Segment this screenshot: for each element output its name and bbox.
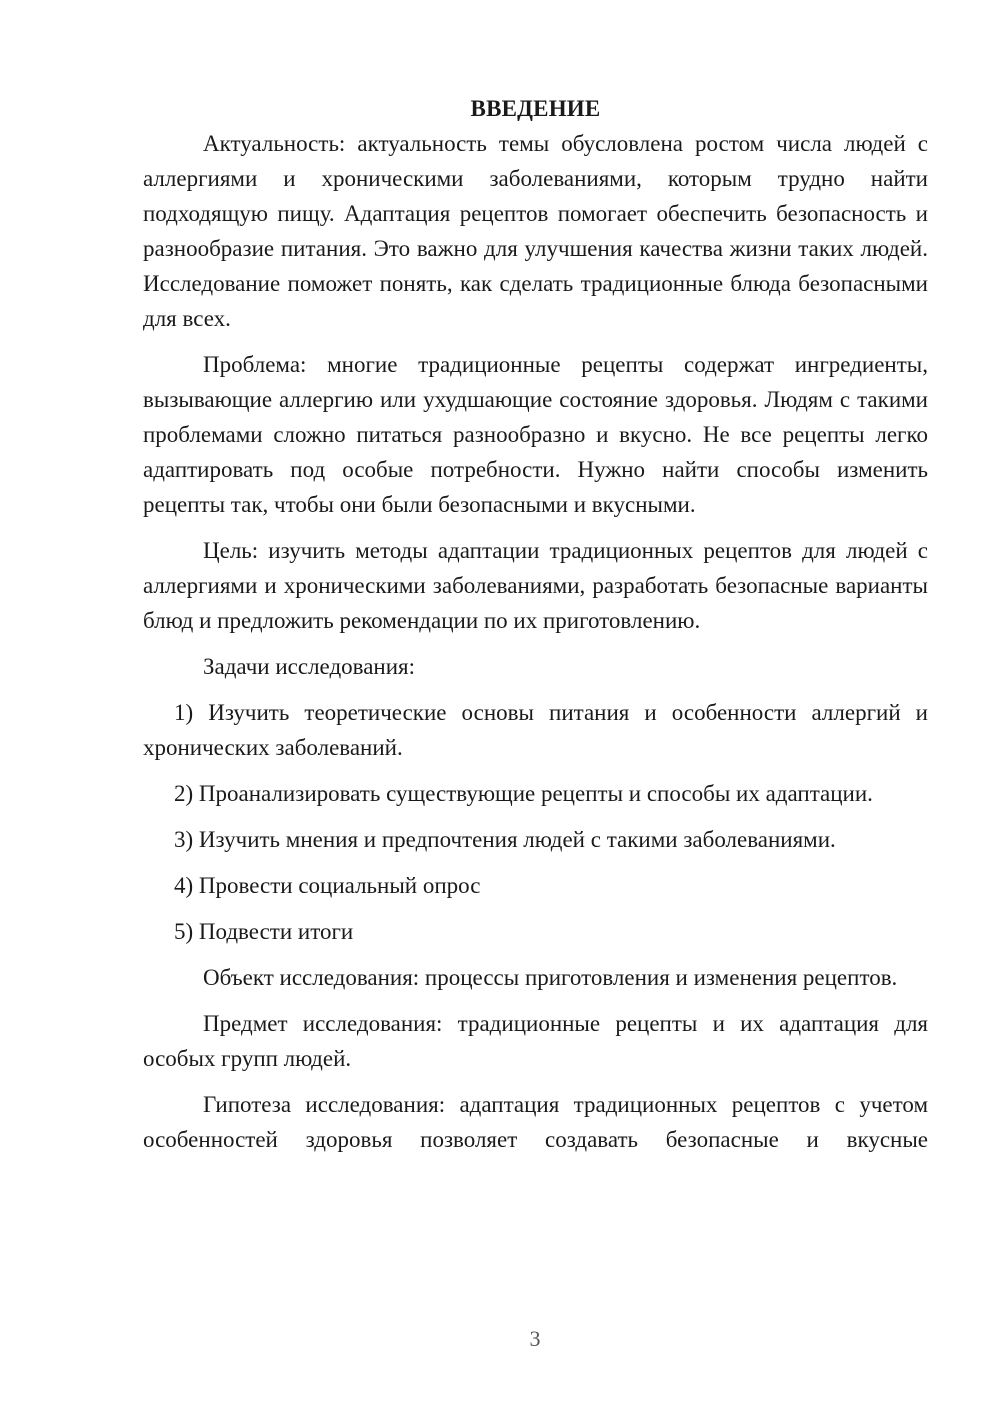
- page-number: 3: [529, 1326, 541, 1351]
- task-item: 1) Изучить теоретические основы питания и особенности аллергий и хронических заболеваний.: [143, 700, 928, 760]
- document-page: [143, 92, 928, 1168]
- paragraph-goal: Цель: изучить методы адаптации традиционных рецептов для людей с аллергиями и хроническими заболеваниями, разработать безопасные варианты блюд и предложить рекомендации по их приготовлению.: [143, 538, 928, 633]
- document-title: ВВЕДЕНИЕ: [470, 96, 601, 121]
- task-item: 3) Изучить мнения и предпочтения людей с такими заболеваниями.: [174, 827, 836, 852]
- paragraph-relevance: Актуальность: актуальность темы обусловлена ростом числа людей с аллергиями и хроническими заболеваниями, которым трудно найти подходящую пищу. Адаптация рецептов помогает обеспечить безопасность и разнообразие питания. Это важно для улучшения качества жизни таких людей. Исследование поможет понять, как сделать традиционные блюда безопасными для всех.: [143, 131, 928, 331]
- paragraph-tasks-heading: Задачи исследования:: [203, 654, 416, 679]
- paragraph-problem: Проблема: многие традиционные рецепты содержат ингредиенты, вызывающие аллергию или ухудшающие состояние здоровья. Людям с такими проблемами сложно питаться разнообразно и вкусно. Не все рецепты легко адаптировать под особые потребности. Нужно найти способы изменить рецепты так, чтобы они были безопасными и вкусными.: [143, 352, 928, 517]
- paragraph-object: Объект исследования: процессы приготовления и изменения рецептов.: [203, 965, 898, 990]
- task-item: 4) Провести социальный опрос: [174, 873, 481, 898]
- task-item: 2) Проанализировать существующие рецепты и способы их адаптации.: [174, 781, 873, 806]
- task-item: 5) Подвести итоги: [174, 919, 354, 944]
- paragraph-subject: Предмет исследования: традиционные рецепты и их адаптация для особых групп людей.: [143, 1011, 928, 1071]
- paragraph-hypothesis: Гипотеза исследования: адаптация традиционных рецептов с учетом особенностей здоровья позволяет создавать безопасные и вкусные: [143, 1092, 928, 1152]
